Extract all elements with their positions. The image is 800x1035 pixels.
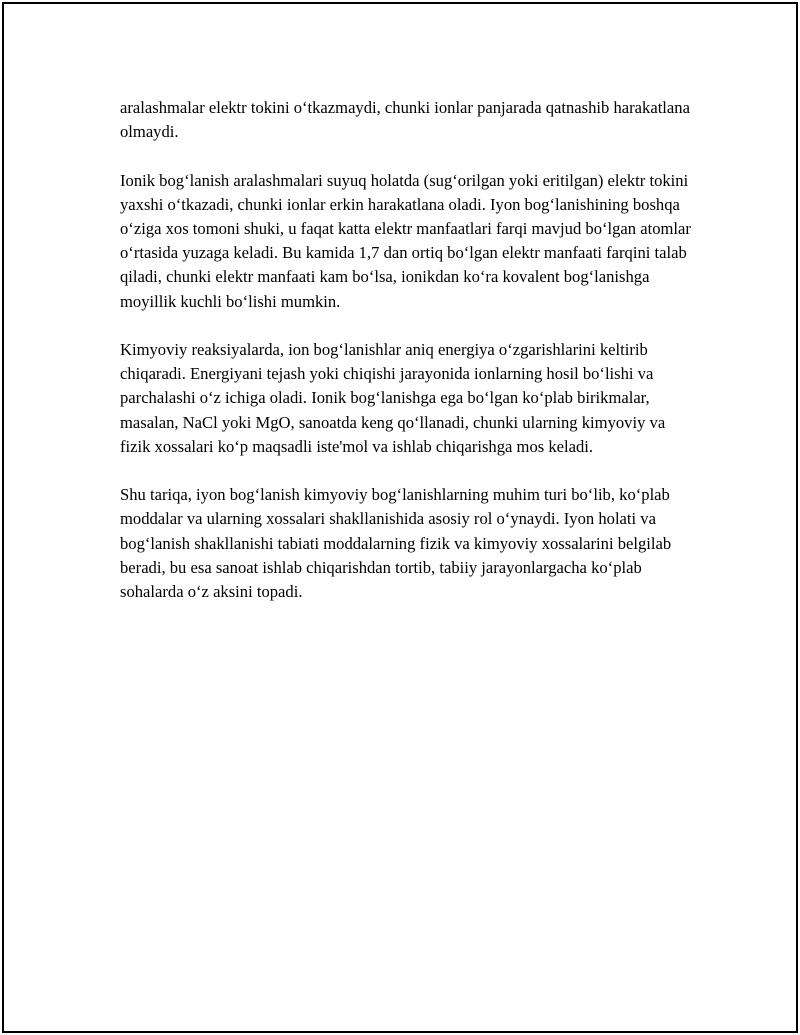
document-body	[120, 96, 694, 628]
paragraph-4: Shu tariqa, iyon bog‘lanish kimyoviy bog‘lanishlarning muhim turi bo‘lib, ko‘plab moddalar va ularning xossalari shakllanishida asosiy rol o‘ynaydi. Iyon holati va bog‘lanish shakllanishi tabiati moddalarning fizik va kimyoviy xossalarini belgilab beradi, bu esa sanoat ishlab chiqarishdan tortib, tabiiy jarayonlargacha ko‘plab sohalarda o‘z aksini topadi.	[120, 485, 672, 602]
document-page	[2, 2, 798, 1033]
paragraph-1: aralashmalar elektr tokini o‘tkazmaydi, chunki ionlar panjarada qatnashib harakatlana olmaydi.	[120, 98, 690, 142]
paragraph-3: Kimyoviy reaksiyalarda, ion bog‘lanishlar aniq energiya o‘zgarishlarini keltirib chiqaradi. Energiyani tejash yoki chiqishi jarayonida ionlarning hosil bo‘lishi va parchalashi o‘z ichiga oladi. Ionik bog‘lanishga ega bo‘lgan ko‘plab birikmalar, masalan, NaCl yoki MgO, sanoatda keng qo‘llanadi, chunki ularning kimyoviy va fizik xossalari ko‘p maqsadli iste'mol va ishlab chiqarishga mos keladi.	[120, 340, 666, 456]
paragraph-2: Ionik bog‘lanish aralashmalari suyuq holatda (sug‘orilgan yoki eritilgan) elektr tokini yaxshi o‘tkazadi, chunki ionlar erkin harakatlana oladi. Iyon bog‘lanishining boshqa o‘ziga xos tomoni shuki, u faqat katta elektr manfaatlari farqi mavjud bo‘lgan atomlar o‘rtasida yuzaga keladi. Bu kamida 1,7 dan ortiq bo‘lgan elektr manfaati farqini talab qiladi, chunki elektr manfaati kam bo‘lsa, ionikdan ko‘ra kovalent bog‘lanishga moyillik kuchli bo‘lishi mumkin.	[120, 170, 691, 311]
